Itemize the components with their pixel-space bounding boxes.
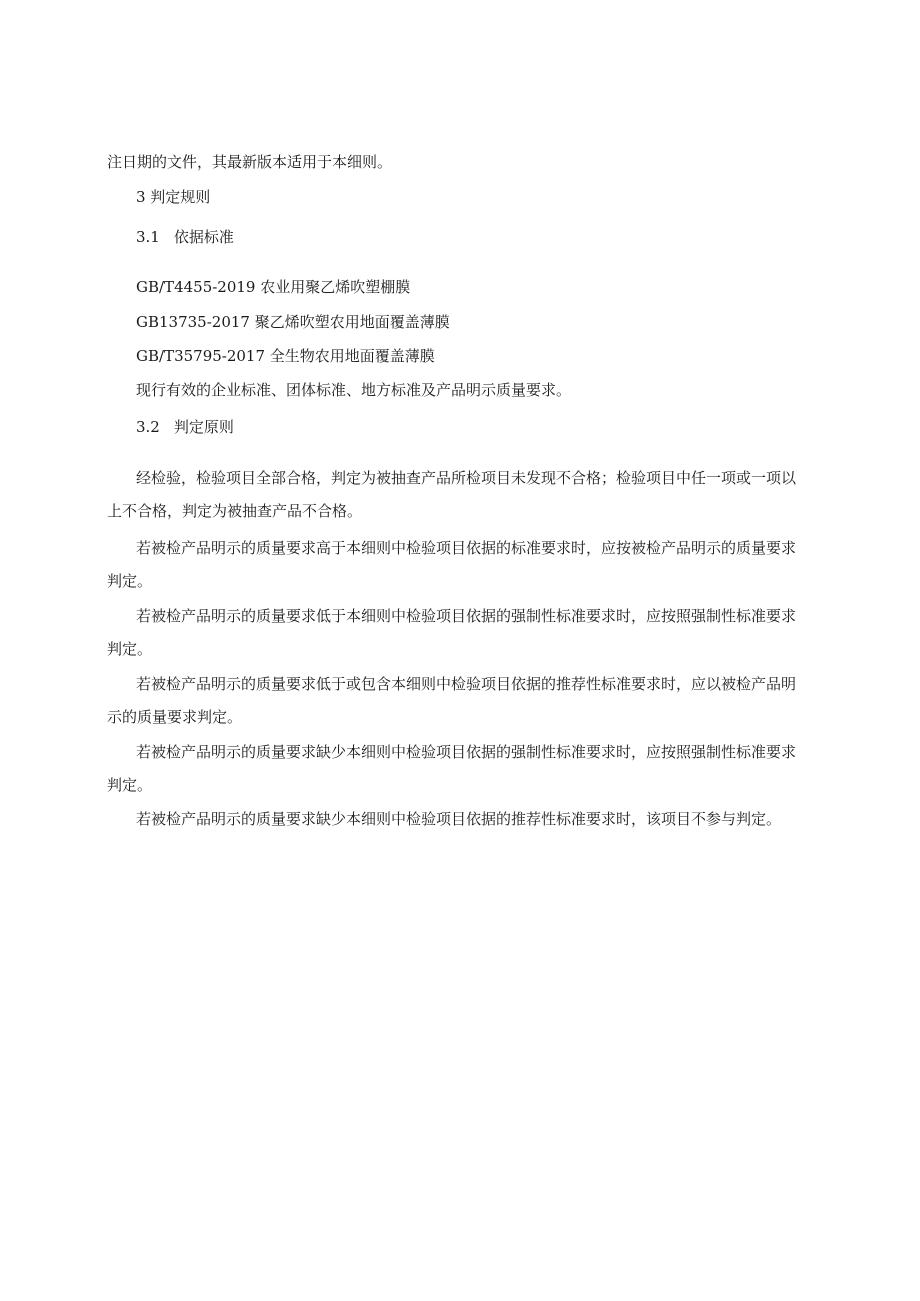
- paragraph-line: 判定。: [107, 776, 153, 794]
- principle-paragraph: [107, 539, 819, 590]
- paragraph-line: 若被检产品明示的质量要求低于本细则中检验项目依据的强制性标准要求时，应按照强制性标准要求: [136, 607, 797, 625]
- section-3-2-number: 3.2: [136, 418, 160, 436]
- section-3-1-title: 依据标准: [173, 228, 234, 246]
- paragraph-line: 若被检产品明示的质量要求缺少本细则中检验项目依据的强制性标准要求时，应按照强制性标准要求: [136, 743, 797, 761]
- intro-tail-text: 注日期的文件，其最新版本适用于本细则。: [107, 153, 393, 171]
- paragraph-line: 若被检产品明示的质量要求低于或包含本细则中检验项目依据的推荐性标准要求时，应以被检产品明: [136, 675, 797, 693]
- paragraph-line: 上不合格，判定为被抽查产品不合格。: [107, 502, 363, 520]
- section-3-1-heading: [136, 228, 234, 246]
- section-3-heading: 3 判定规则: [136, 188, 211, 206]
- standard-item: 现行有效的企业标准、团体标准、地方标准及产品明示质量要求。: [136, 381, 572, 399]
- principle-paragraph: [107, 810, 819, 828]
- paragraph-line: 判定。: [107, 640, 153, 658]
- section-3-1-number: 3.1: [136, 228, 160, 246]
- principle-paragraph: [107, 743, 819, 794]
- principle-paragraph: [107, 607, 819, 658]
- paragraph-line: 若被检产品明示的质量要求缺少本细则中检验项目依据的推荐性标准要求时，该项目不参与判定。: [136, 810, 782, 828]
- standard-item: GB/T4455-2019 农业用聚乙烯吹塑棚膜: [136, 278, 411, 296]
- standard-item: GB13735-2017 聚乙烯吹塑农用地面覆盖薄膜: [136, 313, 450, 331]
- paragraph-line: 若被检产品明示的质量要求高于本细则中检验项目依据的标准要求时，应按被检产品明示的质量要求: [136, 539, 797, 557]
- principle-paragraph: [107, 469, 819, 520]
- principle-paragraph: [107, 675, 819, 726]
- section-3-2-title: 判定原则: [173, 418, 234, 436]
- paragraph-line: 经检验，检验项目全部合格，判定为被抽查产品所检项目未发现不合格；检验项目中任一项或一项以: [136, 469, 797, 487]
- standard-item: GB/T35795-2017 全生物农用地面覆盖薄膜: [136, 347, 435, 365]
- paragraph-line: 示的质量要求判定。: [107, 708, 243, 726]
- section-3-2-heading: [136, 418, 234, 436]
- paragraph-line: 判定。: [107, 572, 153, 590]
